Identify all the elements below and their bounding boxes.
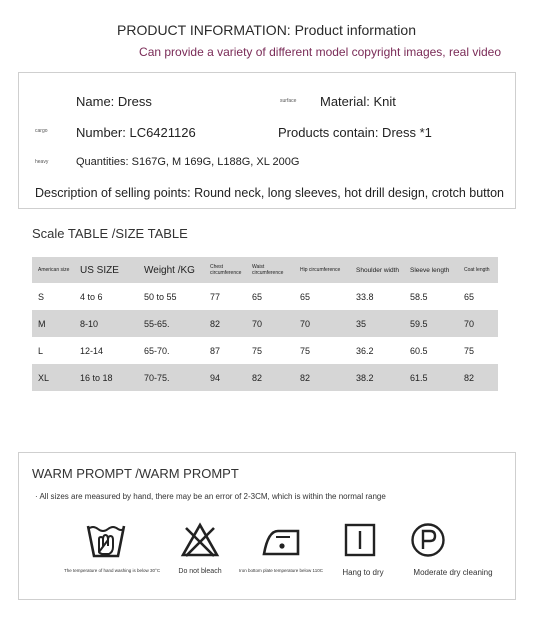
table-row bbox=[32, 337, 498, 364]
dry-clean-p-icon bbox=[410, 522, 446, 558]
table-cell: XL bbox=[38, 372, 50, 383]
size-table bbox=[32, 257, 498, 391]
table-cell: 70-75. bbox=[144, 372, 170, 383]
page-title: PRODUCT INFORMATION: Product information bbox=[117, 22, 416, 38]
table-cell: 12-14 bbox=[80, 345, 104, 356]
table-cell: M bbox=[38, 318, 46, 329]
col-header: Chest circumference bbox=[210, 264, 242, 276]
table-cell: 58.5 bbox=[410, 291, 428, 302]
table-cell: 70 bbox=[300, 318, 311, 329]
table-cell: 70 bbox=[252, 318, 263, 329]
table-cell: 65-70. bbox=[144, 345, 170, 356]
product-material: Material: Knit bbox=[320, 94, 396, 109]
table-cell: 36.2 bbox=[356, 345, 374, 356]
hand-wash-icon bbox=[86, 522, 126, 560]
size-table-title: Scale TABLE /SIZE TABLE bbox=[32, 226, 188, 241]
page-subtitle: Can provide a variety of different model copyright images, real video bbox=[139, 45, 501, 59]
warm-prompt-title: WARM PROMPT /WARM PROMPT bbox=[32, 466, 239, 481]
table-cell: 35 bbox=[356, 318, 367, 329]
col-header: Sleeve length bbox=[410, 266, 450, 274]
table-cell: 82 bbox=[252, 372, 263, 383]
col-header: American size bbox=[38, 267, 70, 273]
table-cell: 82 bbox=[210, 318, 221, 329]
table-cell: 59.5 bbox=[410, 318, 428, 329]
table-cell: 75 bbox=[300, 345, 311, 356]
col-header: Shoulder width bbox=[356, 266, 399, 274]
hang-dry-icon bbox=[344, 523, 376, 557]
table-cell: 38.2 bbox=[356, 372, 374, 383]
table-cell: 75 bbox=[252, 345, 263, 356]
care-label: Do not bleach bbox=[178, 568, 222, 575]
table-cell: 55-65. bbox=[144, 318, 170, 329]
measurement-note: · All sizes are measured by hand, there may be an error of 2-3CM, which is within the normal range bbox=[35, 492, 386, 501]
care-label: The temperature of hand washing is below 30°C bbox=[64, 568, 161, 573]
surface-tag: surface bbox=[280, 98, 297, 104]
care-label: Moderate dry cleaning bbox=[413, 568, 493, 577]
table-cell: 82 bbox=[300, 372, 311, 383]
table-cell: 82 bbox=[464, 372, 475, 383]
size-table-header-row bbox=[32, 257, 498, 283]
col-header: Hip circumference bbox=[300, 267, 341, 273]
col-header: Weight /KG bbox=[144, 264, 195, 276]
table-cell: 61.5 bbox=[410, 372, 428, 383]
table-cell: 77 bbox=[210, 291, 221, 302]
table-cell: 16 to 18 bbox=[80, 372, 113, 383]
table-cell: 50 to 55 bbox=[144, 291, 177, 302]
table-cell: 33.8 bbox=[356, 291, 374, 302]
product-number: Number: LC6421126 bbox=[76, 125, 196, 140]
col-header: US SIZE bbox=[80, 264, 119, 276]
table-cell: 87 bbox=[210, 345, 221, 356]
table-cell: 70 bbox=[464, 318, 475, 329]
product-contains: Products contain: Dress *1 bbox=[278, 125, 432, 140]
table-row bbox=[32, 364, 498, 391]
table-cell: L bbox=[38, 345, 44, 356]
care-label: Iron bottom plate temperature below 110C bbox=[239, 568, 323, 573]
table-cell: 94 bbox=[210, 372, 221, 383]
product-name: Name: Dress bbox=[76, 94, 152, 109]
cargo-tag: cargo bbox=[35, 128, 48, 134]
table-row bbox=[32, 310, 498, 337]
table-cell: 4 to 6 bbox=[80, 291, 103, 302]
col-header: Coat length bbox=[464, 267, 490, 273]
product-quantities: Quantities: S167G, M 169G, L188G, XL 200G bbox=[76, 156, 300, 168]
table-row bbox=[32, 283, 498, 310]
table-cell: 65 bbox=[300, 291, 311, 302]
selling-points: Description of selling points: Round neck, long sleeves, hot drill design, crotch button bbox=[35, 186, 505, 200]
table-cell: 8-10 bbox=[80, 318, 99, 329]
table-cell: S bbox=[38, 291, 45, 302]
table-cell: 75 bbox=[464, 345, 475, 356]
no-bleach-icon bbox=[180, 522, 220, 558]
table-cell: 60.5 bbox=[410, 345, 428, 356]
table-cell: 65 bbox=[252, 291, 263, 302]
col-header: Waist circumference bbox=[252, 264, 284, 276]
iron-low-icon bbox=[262, 525, 300, 557]
table-cell: 65 bbox=[464, 291, 475, 302]
heavy-tag: heavy bbox=[35, 159, 49, 165]
care-label: Hang to dry bbox=[342, 568, 384, 577]
